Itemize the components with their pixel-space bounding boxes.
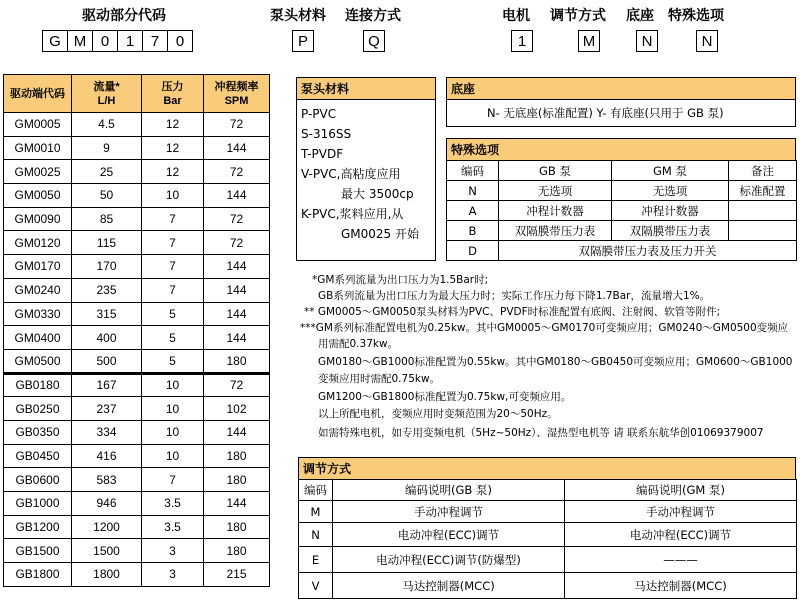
adjust-gm: ———	[565, 547, 797, 573]
drive-cell-flow: 334	[72, 420, 142, 444]
table-row	[4, 563, 270, 587]
note-line: GM1200～GB1800标准配置为0.75kw,可变频应用。	[318, 391, 572, 403]
adjust-gm: 马达控制器(MCC)	[565, 573, 797, 599]
drive-cell-flow: 400	[72, 326, 142, 350]
drive-cell-pressure: 3.5	[142, 492, 204, 516]
adjust-panel	[298, 457, 796, 479]
table-row	[4, 539, 270, 563]
adjust-gm: 电动冲程(ECC)调节	[565, 523, 797, 547]
table-row	[4, 444, 270, 468]
table-row	[447, 201, 797, 221]
drive-cell-pressure: 10	[142, 444, 204, 468]
special-remark: 标准配置	[729, 181, 797, 201]
adjust-code: M	[299, 501, 333, 523]
special-options-title: 特殊选项	[447, 139, 795, 160]
pump-head-material-panel	[296, 77, 436, 261]
material-line: V-PVC,高粘度应用	[301, 167, 401, 181]
drive-cell-pressure: 12	[142, 113, 204, 137]
drive-cell-spm: 144	[204, 302, 270, 326]
drive-table	[3, 74, 270, 587]
adjust-gb: 手动冲程调节	[333, 501, 565, 523]
adjust-code: V	[299, 573, 333, 599]
drive-cell-pressure: 7	[142, 207, 204, 231]
table-row	[4, 397, 270, 421]
note-line: GM0180～GB1000标准配置为0.55kw。其中GM0180～GB0450可变频应用；GM0600～GB1000	[318, 356, 793, 368]
adjust-title: 调节方式	[299, 458, 795, 479]
drive-cell-spm: 180	[204, 349, 270, 373]
drive-cell-drive-code: GM0170	[4, 255, 72, 279]
table-row	[299, 523, 797, 547]
drive-cell-flow: 946	[72, 492, 142, 516]
drive-cell-pressure: 5	[142, 302, 204, 326]
adjust-value-box[interactable]: M	[578, 30, 600, 52]
special-gb: 冲程计数器	[499, 201, 612, 221]
drive-cell-drive-code: GB1200	[4, 515, 72, 539]
connection-label: 连接方式	[345, 8, 401, 24]
adjust-header-gb: 编码说明(GB 泵)	[333, 480, 565, 501]
drive-cell-pressure: 10	[142, 373, 204, 397]
note-line: *GM系列流量为出口压力为1.5Bar时;	[312, 274, 489, 286]
drive-cell-flow: 500	[72, 349, 142, 373]
adjust-gb: 电动冲程(ECC)调节(防爆型)	[333, 547, 565, 573]
drive-cell-spm: 72	[204, 231, 270, 255]
col-header-spm: 冲程频率 SPM	[204, 75, 270, 113]
table-row	[4, 349, 270, 373]
drive-cell-pressure: 10	[142, 420, 204, 444]
drive-cell-drive-code: GM0050	[4, 184, 72, 208]
base-value-box[interactable]: N	[636, 30, 658, 52]
drive-cell-spm: 72	[204, 113, 270, 137]
note-line: ***GM系列标准配置电机为0.25kw。其中GM0005～GM0170可变频应用；GM0240～GM0500变频应	[300, 322, 789, 334]
drive-cell-drive-code: GM0500	[4, 349, 72, 373]
special-remark	[729, 201, 797, 221]
drive-cell-flow: 416	[72, 444, 142, 468]
drive-cell-drive-code: GB0350	[4, 420, 72, 444]
base-label: 底座	[626, 8, 654, 24]
pump-head-value-box[interactable]: P	[292, 30, 314, 52]
col-header-drive-code: 驱动端代码	[4, 75, 72, 113]
adjust-header-gm: 编码说明(GM 泵)	[565, 480, 797, 501]
base-options-text: N- 无底座(标准配置) Y- 有底座(只用于 GB 泵)	[487, 106, 724, 120]
drive-cell-spm: 72	[204, 160, 270, 184]
adjust-header-code: 编码	[299, 480, 333, 501]
drive-cell-spm: 144	[204, 136, 270, 160]
drive-cell-flow: 1800	[72, 563, 142, 587]
table-row	[4, 515, 270, 539]
drive-cell-drive-code: GM0120	[4, 231, 72, 255]
special-header-gm: GM 泵	[612, 161, 729, 181]
drive-cell-pressure: 5	[142, 349, 204, 373]
drive-cell-drive-code: GM0005	[4, 113, 72, 137]
adjust-gb: 电动冲程(ECC)调节	[333, 523, 565, 547]
special-code: D	[447, 241, 499, 261]
special-gm: 冲程计数器	[612, 201, 729, 221]
drive-cell-drive-code: GM0330	[4, 302, 72, 326]
special-options-panel	[446, 138, 796, 160]
material-line: K-PVC,浆料应用,从	[301, 207, 404, 221]
drive-code-label: 驱动部分代码	[82, 8, 166, 24]
table-row	[4, 160, 270, 184]
drive-cell-flow: 1500	[72, 539, 142, 563]
table-row	[299, 547, 797, 573]
drive-cell-drive-code: GB1800	[4, 563, 72, 587]
special-value-box[interactable]: N	[696, 30, 718, 52]
adjust-gb: 马达控制器(MCC)	[333, 573, 565, 599]
drive-cell-spm: 144	[204, 278, 270, 302]
drive-cell-flow: 9	[72, 136, 142, 160]
drive-cell-pressure: 12	[142, 136, 204, 160]
table-row	[4, 231, 270, 255]
drive-cell-pressure: 3	[142, 539, 204, 563]
drive-cell-flow: 85	[72, 207, 142, 231]
drive-code-char-4[interactable]: 1	[117, 30, 143, 52]
table-row	[4, 255, 270, 279]
drive-cell-spm: 144	[204, 255, 270, 279]
note-line: ** GM0005～GM0050泵头材料为PVC、PVDF时标准配置有底阀、注射阀、软管等附件;	[304, 306, 721, 318]
drive-cell-flow: 1200	[72, 515, 142, 539]
drive-cell-flow: 167	[72, 373, 142, 397]
special-code: B	[447, 221, 499, 241]
table-row	[4, 136, 270, 160]
drive-cell-flow: 315	[72, 302, 142, 326]
drive-cell-pressure: 7	[142, 278, 204, 302]
drive-cell-drive-code: GB0180	[4, 373, 72, 397]
drive-cell-flow: 4.5	[72, 113, 142, 137]
base-panel	[446, 77, 796, 127]
drive-cell-drive-code: GM0240	[4, 278, 72, 302]
special-header-gb: GB 泵	[499, 161, 612, 181]
motor-label: 电机	[502, 8, 530, 24]
drive-cell-pressure: 7	[142, 255, 204, 279]
note-line: GB系列流量为出口压力为最大压力时；实际工作压力每下降1.7Bar，流量增大1%。	[318, 290, 711, 302]
adjust-code: N	[299, 523, 333, 547]
material-line: S-316SS	[301, 127, 352, 141]
motor-value-box[interactable]: 1	[511, 30, 533, 52]
table-row	[447, 241, 797, 261]
drive-cell-pressure: 3.5	[142, 515, 204, 539]
drive-cell-drive-code: GB0600	[4, 468, 72, 492]
drive-cell-drive-code: GM0400	[4, 326, 72, 350]
note-line: 如需特殊电机，如专用变频电机（5Hz~50Hz）、湿热型电机等 请 联系东航华创01069379007	[318, 427, 764, 439]
special-gm: 无选项	[612, 181, 729, 201]
adjust-label: 调节方式	[550, 8, 606, 24]
table-row	[4, 326, 270, 350]
col-header-flow: 流量* L/H	[72, 75, 142, 113]
special-options-table	[446, 160, 797, 261]
table-row	[4, 278, 270, 302]
drive-cell-flow: 235	[72, 278, 142, 302]
connection-value-box[interactable]: Q	[363, 30, 385, 52]
special-header-remark: 备注	[729, 161, 797, 181]
drive-cell-drive-code: GB1500	[4, 539, 72, 563]
material-line: 最大 3500cp	[341, 187, 414, 201]
drive-cell-drive-code: GM0090	[4, 207, 72, 231]
drive-cell-spm: 144	[204, 184, 270, 208]
drive-cell-spm: 180	[204, 539, 270, 563]
drive-cell-drive-code: GB1000	[4, 492, 72, 516]
adjust-code: E	[299, 547, 333, 573]
drive-cell-spm: 180	[204, 444, 270, 468]
drive-code-char-6[interactable]: 0	[167, 30, 193, 52]
drive-code-char-1[interactable]: G	[42, 30, 68, 52]
drive-cell-spm: 144	[204, 492, 270, 516]
special-code: A	[447, 201, 499, 221]
drive-cell-spm: 180	[204, 468, 270, 492]
adjust-table	[298, 479, 797, 599]
drive-cell-flow: 115	[72, 231, 142, 255]
table-row	[4, 184, 270, 208]
table-row	[4, 468, 270, 492]
drive-cell-drive-code: GB0250	[4, 397, 72, 421]
drive-cell-spm: 144	[204, 420, 270, 444]
special-header-code: 编码	[447, 161, 499, 181]
table-row	[4, 113, 270, 137]
table-row	[4, 373, 270, 397]
note-line: 用需配0.37kw。	[318, 338, 399, 350]
special-gb: 无选项	[499, 181, 612, 201]
drive-cell-pressure: 7	[142, 468, 204, 492]
table-row	[4, 207, 270, 231]
material-line: T-PVDF	[301, 147, 344, 161]
drive-cell-pressure: 3	[142, 563, 204, 587]
note-line: 以上所配电机，变频应用时变频范围为20～50Hz。	[318, 408, 558, 420]
special-gb: 双隔膜带压力表	[499, 221, 612, 241]
drive-cell-drive-code: GM0010	[4, 136, 72, 160]
drive-cell-spm: 180	[204, 515, 270, 539]
drive-cell-pressure: 12	[142, 160, 204, 184]
drive-cell-spm: 144	[204, 326, 270, 350]
special-d-text: 双隔膜带压力表及压力开关	[499, 241, 797, 261]
adjust-gm: 手动冲程调节	[565, 501, 797, 523]
material-line: GM0025 开始	[341, 227, 420, 241]
pump-head-material-title: 泵头材料	[297, 78, 435, 100]
drive-cell-spm: 72	[204, 207, 270, 231]
special-gm: 双隔膜带压力表	[612, 221, 729, 241]
special-code: N	[447, 181, 499, 201]
drive-cell-spm: 215	[204, 563, 270, 587]
table-row	[4, 492, 270, 516]
table-row	[4, 420, 270, 444]
table-row	[4, 302, 270, 326]
drive-cell-pressure: 10	[142, 397, 204, 421]
drive-cell-flow: 25	[72, 160, 142, 184]
drive-code-char-2[interactable]: M	[67, 30, 93, 52]
drive-cell-drive-code: GM0025	[4, 160, 72, 184]
drive-cell-spm: 102	[204, 397, 270, 421]
special-label: 特殊选项	[668, 8, 724, 24]
drive-cell-pressure: 7	[142, 231, 204, 255]
pump-head-material-label: 泵头材料	[270, 8, 326, 24]
table-row	[299, 573, 797, 599]
base-title: 底座	[447, 78, 795, 100]
drive-cell-flow: 583	[72, 468, 142, 492]
col-header-pressure: 压力 Bar	[142, 75, 204, 113]
drive-cell-pressure: 5	[142, 326, 204, 350]
note-line: 变频应用时需配0.75kw。	[318, 373, 441, 385]
drive-cell-drive-code: GB0450	[4, 444, 72, 468]
table-row	[299, 501, 797, 523]
table-row	[447, 221, 797, 241]
drive-cell-pressure: 10	[142, 184, 204, 208]
drive-cell-flow: 50	[72, 184, 142, 208]
drive-cell-flow: 237	[72, 397, 142, 421]
drive-cell-flow: 170	[72, 255, 142, 279]
table-row	[447, 181, 797, 201]
material-line: P-PVC	[301, 107, 337, 121]
special-remark	[729, 221, 797, 241]
drive-cell-spm: 72	[204, 373, 270, 397]
drive-code-char-5[interactable]: 7	[142, 30, 168, 52]
drive-code-char-3[interactable]: 0	[92, 30, 118, 52]
